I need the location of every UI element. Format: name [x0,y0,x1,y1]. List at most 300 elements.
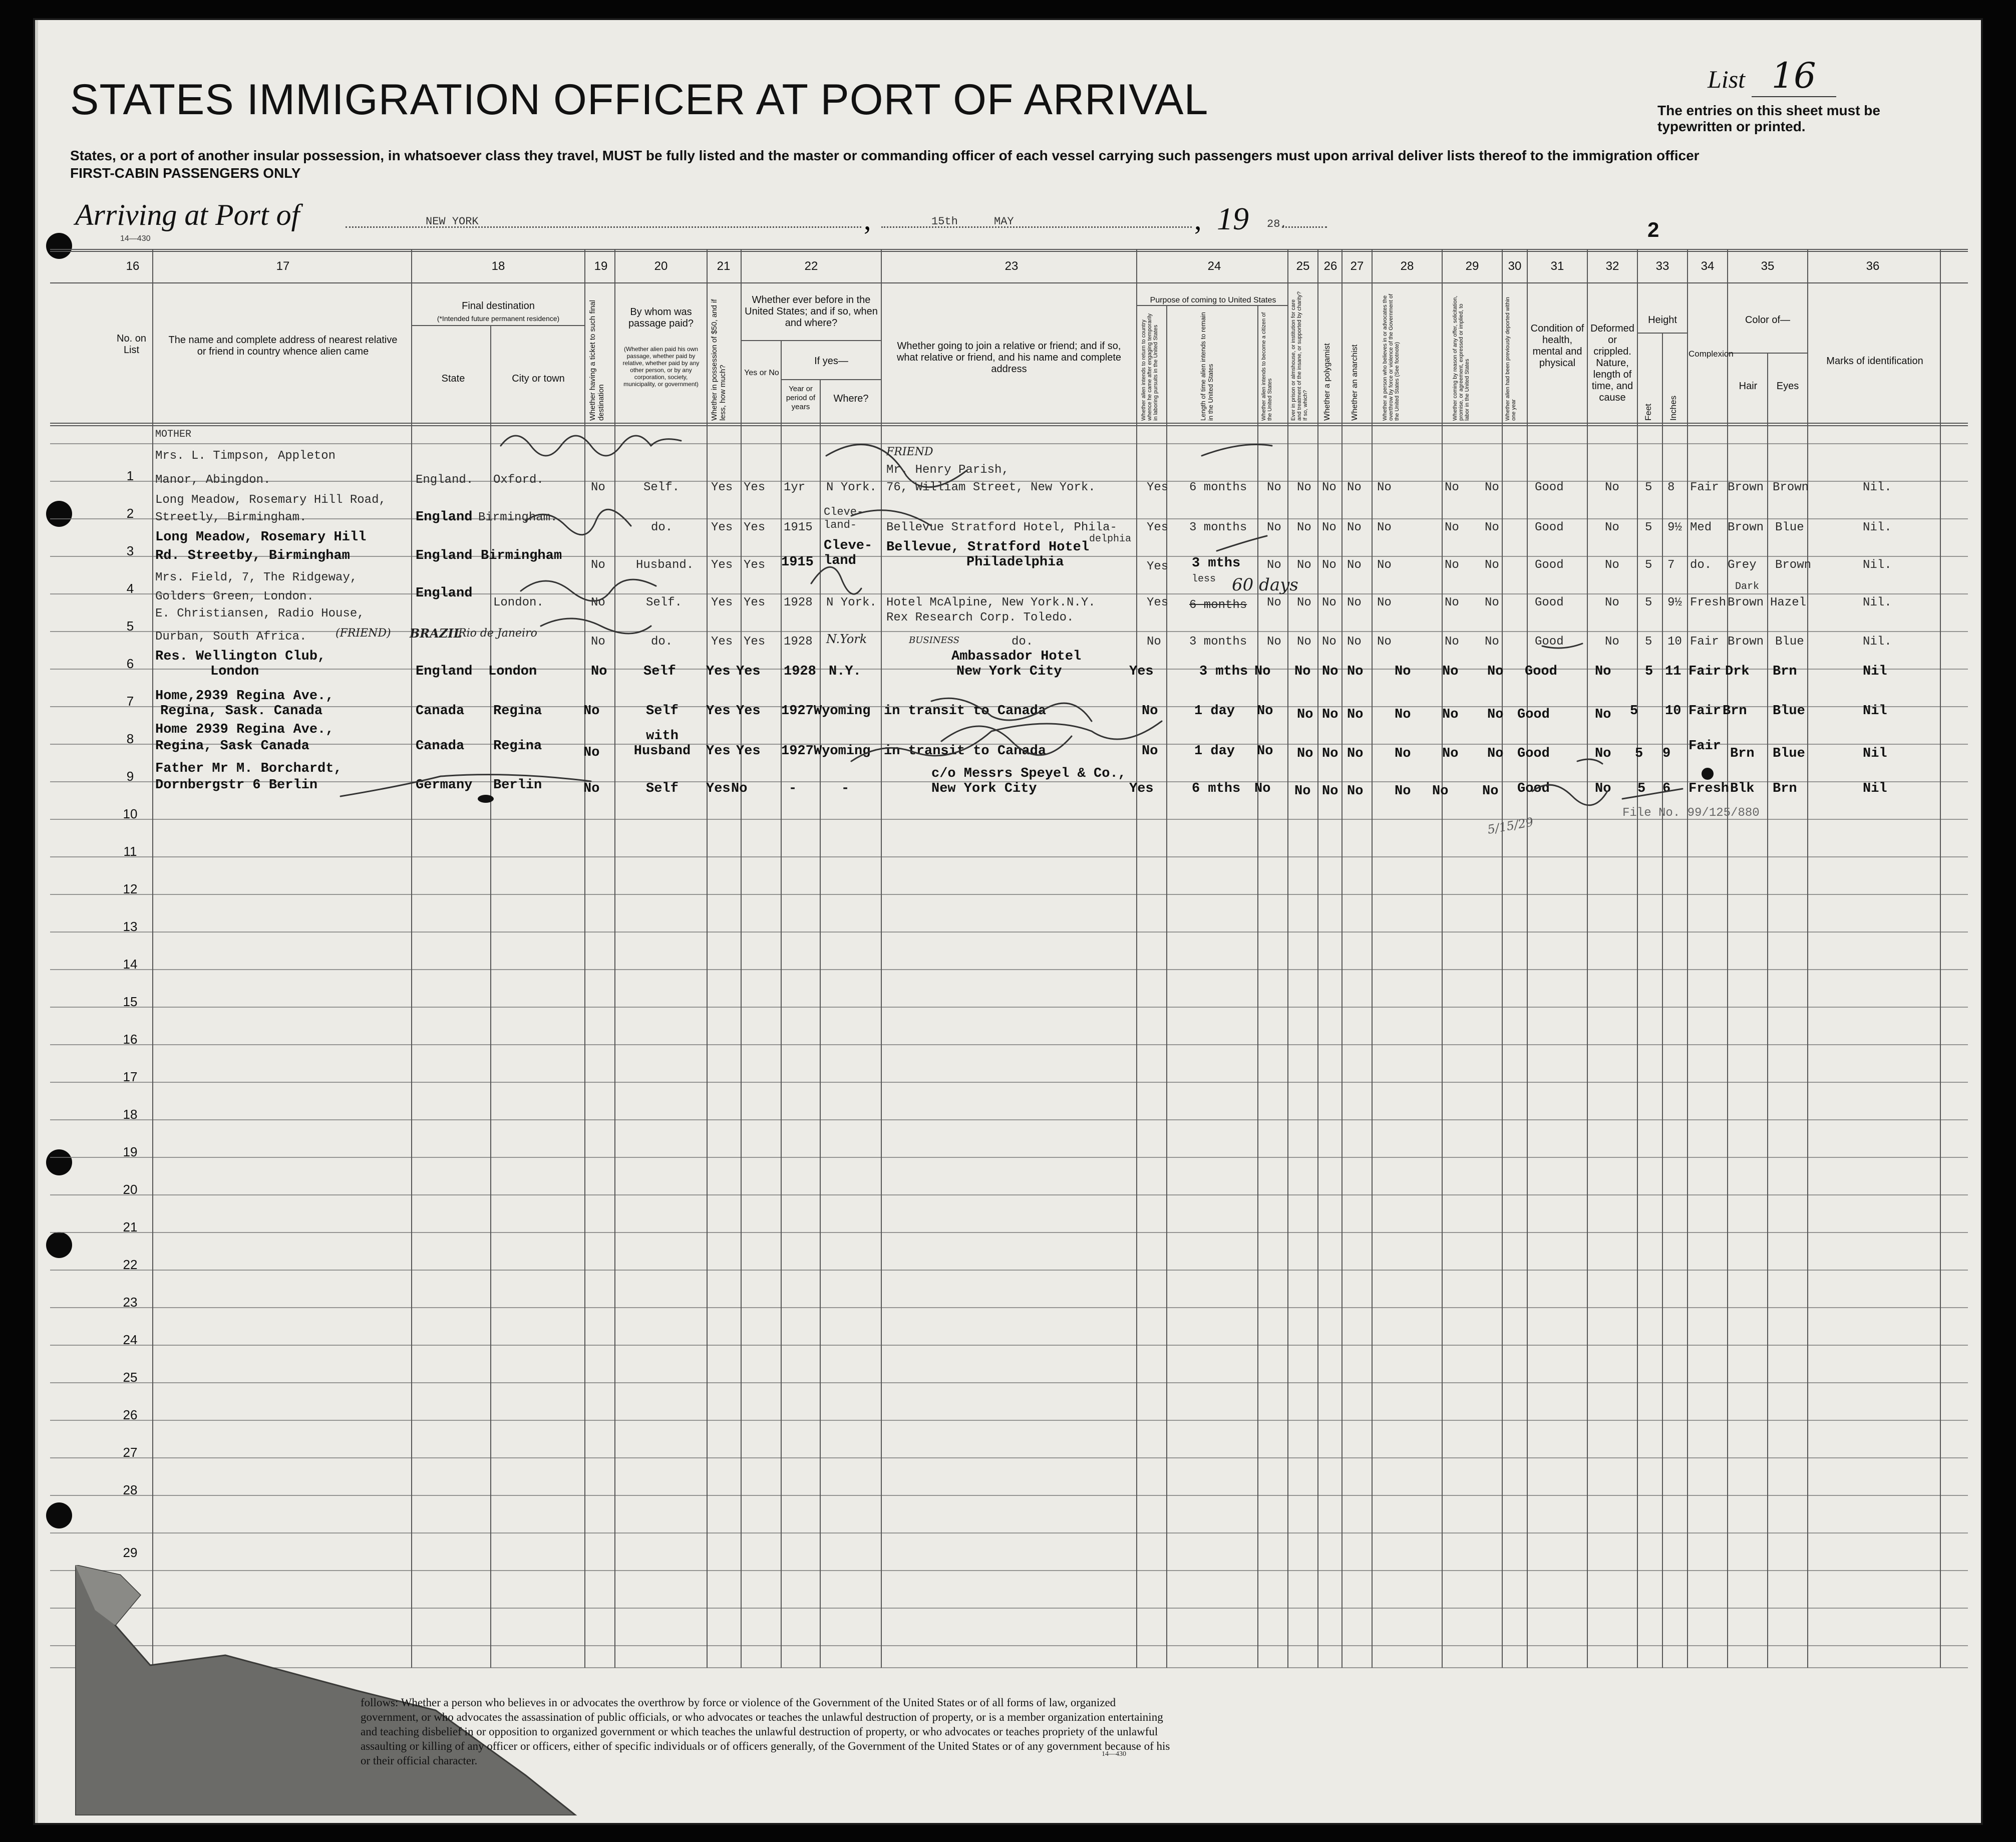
where: N York. [826,596,877,609]
join-tag: BUSINESS [909,635,960,646]
join-address: Mr. Henry Parish, [886,463,1009,477]
c26: No [1322,481,1336,494]
deformed: No [1595,746,1611,761]
health: Good [1535,635,1564,649]
hdr-purpose-length: Length of time alien intends to remain in the United States [1199,312,1214,421]
health: Good [1535,521,1564,534]
hair-note: Dark [1735,581,1760,592]
row-number: 16 [123,1032,138,1047]
marks: Nil. [1863,635,1892,649]
feet: 5 [1645,558,1652,572]
c27: No [1347,558,1362,572]
c30: No [1487,664,1504,679]
complexion: Fair [1690,481,1719,494]
col-number: 24 [1207,259,1221,273]
col-number: 28 [1400,259,1414,273]
hair: Brown [1728,635,1764,649]
city: London [488,664,537,679]
c25: No [1297,746,1313,761]
row-number: 15 [123,994,138,1009]
state: Canada [416,704,465,719]
ticket: No [583,781,600,796]
hdr-labor-offer: Whether coming by reason of any offer, solicitation, promise, or agreement, expressed or implied, to labor in the United States [1452,295,1470,421]
length: 3 mths [1199,664,1248,679]
ticket: No [583,704,600,719]
relative-address: Mrs. L. Timpson, Appleton [155,449,336,463]
eyes: Blue [1775,521,1804,534]
citizen: No [1267,635,1281,649]
before: Yes [744,521,766,534]
footer-code: 14—430 [1102,1750,1126,1758]
fifty: Yes [706,664,731,679]
hdr-purpose-citizen: Whether alien intends to become a citizen of the United States [1261,312,1273,421]
hair: Grey [1728,558,1757,572]
c28: No [1377,635,1392,649]
fifty: Yes [706,744,731,759]
length: 3 months [1189,521,1247,534]
state: Germany [416,778,473,793]
col-number: 36 [1866,259,1880,273]
purpose: Yes [1129,781,1154,796]
relative-address: Home,2939 Regina Ave., [155,689,334,704]
join-address: 76, William Street, New York. [886,481,1096,494]
c26: No [1322,521,1336,534]
length: 3 months [1189,635,1247,649]
row-number: 1 [126,468,134,483]
citizen: No [1267,596,1281,609]
row-number: 6 [126,656,134,671]
hair: Drk [1725,664,1750,679]
row-number: 23 [123,1295,138,1310]
join-address: Rex Research Corp. Toledo. [886,611,1074,625]
c29: No [1432,784,1449,799]
complexion: Fair [1689,704,1721,719]
c30: No [1485,558,1499,572]
col-number: 22 [804,259,818,273]
hdr-purpose: Purpose of coming to United States [1150,296,1276,304]
footnote: follows: Whether a person who believes in or advocates the overthrow by force or violence of the Government of the United States or of all forms of law, organized government, or who advocates the assassination of public officials, or who advocates or teaches the unlawful destruction of property, or is a member organization entertaining and teaching disbelief in or opposition to organized government or which teaches the unlawful destruction of property, or who advocates or teaches propriety of the unlawful assaulting or killing of any officer or officers, either of specific individuals or of officers generally, of the Government of the United States or of any government because of his or their official character. [361,1696,1170,1767]
year: 1928 [784,664,816,679]
hdr-purpose-return: Whether alien intends to return to country whence he came after engaging temporarily in laboring pursuits in the United States [1141,313,1159,421]
hdr-ticket: Whether having a ticket to such final destination [588,300,605,421]
ticket: No [591,635,605,649]
before: Yes [744,635,766,649]
inches: 10 [1667,635,1682,649]
row-number: 26 [123,1407,138,1422]
city: Rio de Janeiro [458,627,537,640]
length-note: less [1192,573,1216,585]
hdr-ever-before: Whether ever before in the United States; and if so, when and where? [745,294,878,329]
c26: No [1322,664,1338,679]
relative-address: Regina, Sask Canada [155,739,309,754]
ticket: No [583,745,600,760]
c28: No [1377,521,1392,534]
eyes: Brn [1773,781,1797,796]
c30: No [1485,521,1499,534]
c28: No [1395,746,1411,761]
join-address: in transit to Canada [884,704,1047,719]
join-tag: FRIEND [886,446,933,458]
inches: 10 [1665,704,1682,719]
city: Birmingham [481,548,562,563]
hdr-fifty-dollars: Whether in possession of $50, and if less, how much? [710,299,727,421]
year-suffix: 28. [1267,218,1287,230]
join-address: do. [1012,635,1034,649]
relative-address: Home 2939 Regina Ave., [155,722,334,737]
typing-note: The entries on this sheet must be typewritten or printed. [1657,103,1880,134]
c27: No [1347,635,1362,649]
col-number: 33 [1655,259,1669,273]
relative-address: Durban, South Africa. [155,630,307,644]
join-address: in transit to Canada [884,744,1047,759]
hdr-final-destination: Final destination [462,300,535,312]
c26: No [1322,784,1338,799]
c29: No [1445,635,1459,649]
relative-address: Regina, Sask. Canada [160,704,323,719]
year: - [789,781,797,796]
purpose: No [1142,744,1158,759]
file-note: File No. 99/125/880 [1622,806,1760,820]
class-line: FIRST-CABIN PASSENGERS ONLY [70,165,301,181]
row-number: 28 [123,1482,138,1497]
paid-by: Self [646,704,679,719]
hdr-feet: Feet [1643,403,1653,421]
length: 6 months [1189,598,1247,612]
relative-address: Manor, Abingdon. [155,473,271,487]
port-field: NEW YORK [426,215,479,228]
relation-tag: MOTHER [155,429,192,440]
date-note: 5/15/29 [1486,815,1535,837]
before: Yes [736,744,761,759]
purpose: No [1147,635,1161,649]
row-number: 25 [123,1370,138,1385]
complexion: Fair [1690,635,1719,649]
feet: 5 [1645,521,1652,534]
c29: No [1442,707,1459,722]
c29: No [1442,664,1459,679]
marks: Nil. [1863,481,1892,494]
where: N.York [826,632,867,646]
c30: No [1487,746,1504,761]
hdr-prison: Ever in prison or almshouse, or institution for care and treatment of the insane, or supported by charity? If so, which? [1290,291,1308,421]
comma: , [1194,203,1202,236]
c27: No [1347,784,1364,799]
c29: No [1445,521,1459,534]
year: 1928 [784,596,813,609]
before: Yes [736,664,761,679]
paid-by: Self. [646,596,683,609]
row-number: 10 [123,806,138,821]
hair: Brn [1730,746,1755,761]
where: N York. [826,481,877,494]
fifty: Yes [711,558,733,572]
city: London. [493,596,544,609]
row-number: 4 [126,581,134,596]
year: 1928 [784,635,813,649]
health: Good [1535,558,1564,572]
purpose: Yes [1147,481,1169,494]
complexion: Fair [1689,664,1721,679]
citizen: No [1267,481,1281,494]
inches: 11 [1665,664,1682,679]
c30: No [1485,596,1499,609]
eyes: Blue [1775,635,1804,649]
c30: No [1485,635,1499,649]
c28: No [1377,558,1392,572]
relative-address: London [210,664,259,679]
length: 3 mths [1192,556,1241,571]
inches: 7 [1667,558,1675,572]
row-number: 5 [126,619,134,634]
day-field: 15th [931,215,958,228]
relative-address: Long Meadow, Rosemary Hill [155,530,367,545]
hdr-no-on-list: No. on List [117,333,146,356]
hdr-yes-no: Yes or No [744,369,779,377]
where: Cleve-land [824,538,873,568]
hdr-marks: Marks of identification [1826,356,1923,367]
join-address: New York City [956,664,1062,679]
c25: No [1297,707,1313,722]
feet: 5 [1645,596,1652,609]
feet: 5 [1630,704,1638,719]
ticket: No [591,596,605,609]
col-number: 32 [1605,259,1619,273]
relative-address: Mrs. Field, 7, The Ridgeway, [155,571,358,584]
ticket: No [591,664,607,679]
year: 1927 [781,744,814,759]
row-number: 24 [123,1332,138,1347]
inches: 6 [1662,781,1671,796]
complexion: Fresh [1690,596,1727,609]
hdr-height: Height [1648,315,1677,326]
join-address: delphia [1089,533,1132,545]
city: Birmingham. [478,511,558,524]
row-number: 7 [126,694,134,709]
hdr-state: State [441,373,465,384]
year: 1yr [784,481,806,494]
where: N.Y. [829,664,861,679]
hdr-passage-paid: By whom was passage paid? [628,306,694,329]
hdr-inches: Inches [1668,395,1678,421]
hair: Brown [1728,521,1764,534]
c28: No [1395,784,1411,799]
relative-address: Dornbergstr 6 Berlin [155,778,318,793]
marks: Nil. [1863,521,1892,534]
citizen: No [1254,781,1271,796]
where: Wyoming [814,704,871,719]
state: England. [416,473,474,487]
c26: No [1322,558,1336,572]
state: England [416,548,473,563]
complexion: Fresh [1689,781,1730,796]
relative-address: Father Mr M. Borchardt, [155,761,342,776]
deformed: No [1605,558,1619,572]
relative-address: Streetly, Birmingham. [155,511,307,524]
c26: No [1322,746,1338,761]
marks: Nil [1863,664,1887,679]
hdr-eyes: Eyes [1776,381,1799,392]
page-title: STATES IMMIGRATION OFFICER AT PORT OF ARRIVAL [70,76,1209,124]
city: Oxford. [493,473,544,487]
year: 1915 [781,555,814,570]
row-number: 8 [126,731,134,746]
row-number: 14 [123,957,138,972]
c25: No [1294,664,1311,679]
c30: No [1485,481,1499,494]
deformed: No [1595,664,1611,679]
marks: Nil [1863,781,1887,796]
deformed: No [1605,481,1619,494]
inches: 9 [1662,746,1671,761]
hdr-city: City or town [512,373,565,384]
hdr-complexion: Complexion [1689,349,1734,359]
col-number: 34 [1701,259,1715,273]
comma: , [864,203,871,236]
feet: 5 [1645,664,1653,679]
c28: No [1377,596,1392,609]
hair: Brown [1728,596,1764,609]
length: 1 day [1194,744,1235,759]
length: 6 mths [1192,781,1241,796]
relative-address: Golders Green, London. [155,590,314,603]
paid-by: with Husband [633,729,691,759]
citizen: No [1254,664,1271,679]
purpose: Yes [1147,596,1169,609]
state: England [416,510,473,525]
torn-corner [75,1565,626,1815]
health: Good [1517,781,1550,796]
join-address: Bellevue, Stratford Hotel [886,540,1090,555]
hair: Brn [1723,704,1747,719]
hair: Brown [1728,481,1764,494]
paid-by: Self. [643,481,680,494]
list-label: List [1708,65,1746,93]
form-code: 14—430 [120,234,151,243]
fifty: Yes [711,521,733,534]
join-address: Ambassador Hotel [951,649,1082,664]
c25: No [1297,635,1311,649]
col-number: 23 [1004,259,1019,273]
row-number: 2 [126,506,134,521]
complexion: Med [1690,521,1712,534]
hdr-color: Color of— [1745,315,1791,326]
eyes: Brown [1773,481,1809,494]
marks: Nil [1863,704,1887,719]
eyes: Blue [1773,746,1805,761]
deformed: No [1605,635,1619,649]
deformed: No [1595,781,1611,796]
eyes: Brn [1773,664,1797,679]
health: Good [1535,596,1564,609]
paid-by: Self [643,664,676,679]
marks: Nil. [1863,558,1892,572]
c25: No [1297,558,1311,572]
c26: No [1322,596,1336,609]
length-handwritten: 60 days [1232,575,1298,595]
purpose: Yes [1147,521,1169,534]
city: Regina [493,739,542,754]
col-number: 30 [1508,259,1522,273]
fifty: Yes [706,781,731,796]
feet: 5 [1645,481,1652,494]
fifty: Yes [711,635,733,649]
hdr-if-yes: If yes— [814,356,848,367]
col-number: 31 [1550,259,1564,273]
hdr-relative: The name and complete address of nearest relative or friend in country whence alien came [168,335,398,357]
col-number: 19 [594,259,608,273]
purpose: No [1142,704,1158,719]
row-number: 27 [123,1445,138,1460]
health: Good [1517,746,1550,761]
col-number: 17 [276,259,290,273]
hdr-hair: Hair [1739,381,1758,392]
hair: Blk [1730,781,1755,796]
c27: No [1347,746,1364,761]
join-address: Philadelphia [966,555,1064,570]
year: 1927 [781,704,814,719]
c26: No [1322,635,1336,649]
c30: No [1482,784,1499,799]
c27: No [1347,707,1364,722]
marks: Nil. [1863,596,1892,609]
year: 1915 [784,521,813,534]
year-prefix: 19 [1217,201,1249,236]
paid-by: Husband. [636,558,694,572]
fifty: Yes [711,596,733,609]
c29: No [1445,596,1459,609]
c29: No [1442,746,1459,761]
join-address: Bellevue Stratford Hotel, Phila- [886,521,1117,534]
where: Wyoming [814,744,871,759]
hdr-polygamist: Whether a polygamist [1323,343,1331,421]
relative-address: Res. Wellington Club, [155,649,326,664]
inches: 8 [1667,481,1675,494]
state: Canada [416,739,465,754]
row-number: 9 [126,769,134,784]
feet: 5 [1645,635,1652,649]
eyes: Blue [1773,704,1805,719]
col-number: 26 [1323,259,1337,273]
c28: No [1395,707,1411,722]
join-address: Hotel McAlpine, New York.N.Y. [886,596,1096,609]
c27: No [1347,521,1362,534]
row-number: 11 [123,844,137,859]
col-number: 25 [1296,259,1310,273]
inches: 9½ [1667,521,1682,534]
relative-address: Long Meadow, Rosemary Hill Road, [155,493,386,507]
citizen: No [1257,744,1273,759]
citizen: No [1267,558,1281,572]
c25: No [1294,784,1311,799]
hdr-final-destination-note: (*Intended future permanent residence) [437,315,560,323]
col-number: 18 [491,259,505,273]
col-number: 29 [1465,259,1479,273]
sheet-number: 2 [1647,218,1659,241]
col-number: 21 [717,259,731,273]
deformed: No [1605,521,1619,534]
row-number: 20 [123,1182,138,1197]
before: No [731,781,748,796]
c29: No [1445,481,1459,494]
before: Yes [736,704,761,719]
hdr-overthrow: Whether a person who believes in or advocates the overthrow by force or violence of the Government of the United States (See footnote) [1382,293,1400,421]
month-field: MAY [994,215,1014,228]
c25: No [1297,596,1311,609]
c26: No [1322,707,1338,722]
feet: 5 [1637,781,1646,796]
city: Berlin [493,778,542,793]
c29: No [1445,558,1459,572]
